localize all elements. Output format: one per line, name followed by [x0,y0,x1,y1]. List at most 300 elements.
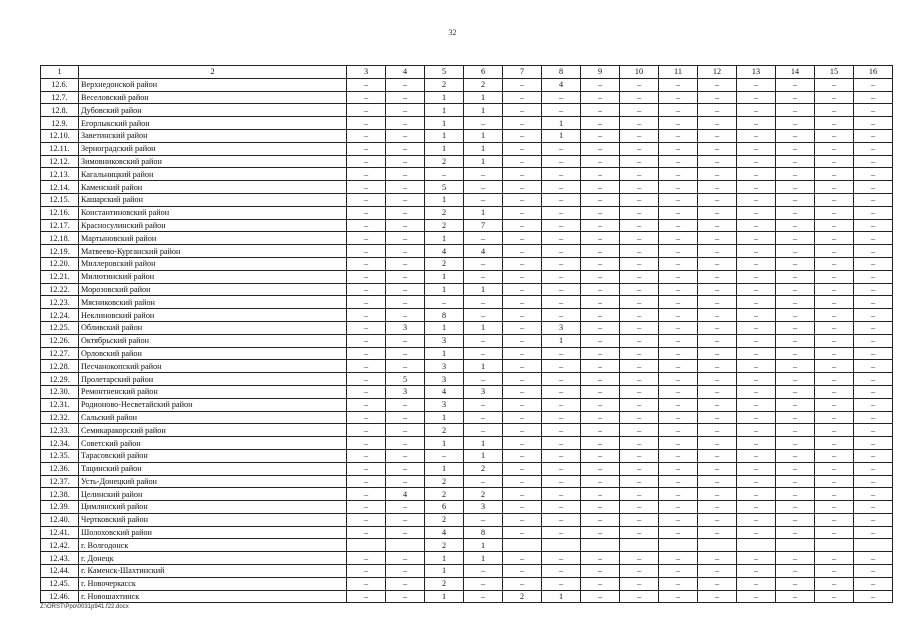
value-cell: – [347,488,386,501]
value-cell: – [581,565,620,578]
value-cell: – [698,437,737,450]
value-cell: – [620,590,659,603]
value-cell: – [737,142,776,155]
value-cell: – [776,78,815,91]
value-cell: – [620,309,659,322]
value-cell: – [659,155,698,168]
column-header: 13 [737,66,776,79]
row-number: 12.32. [41,411,79,424]
value-cell: – [620,424,659,437]
table-row [41,501,893,514]
value-cell: – [659,296,698,309]
table-row [41,168,893,181]
table-row [41,206,893,219]
value-cell: – [737,309,776,322]
value-cell: 1 [425,565,464,578]
value-cell: – [503,398,542,411]
value-cell: – [815,181,854,194]
value-cell: – [776,398,815,411]
value-cell: – [542,155,581,168]
value-cell: – [737,117,776,130]
value-cell: – [815,257,854,270]
table-row [41,193,893,206]
value-cell: – [503,142,542,155]
value-cell: – [698,577,737,590]
value-cell: – [542,526,581,539]
value-cell: – [854,590,893,603]
value-cell: 1 [425,283,464,296]
value-cell: – [503,411,542,424]
value-cell: – [386,142,425,155]
value-cell: – [659,78,698,91]
value-cell: – [659,565,698,578]
value-cell: – [737,283,776,296]
value-cell: – [503,501,542,514]
value-cell: 5 [425,181,464,194]
value-cell: – [815,155,854,168]
column-header: 7 [503,66,542,79]
district-name: г. Донецк [79,552,347,565]
value-cell: – [464,424,503,437]
value-cell: – [659,501,698,514]
value-cell: – [542,206,581,219]
value-cell: – [581,424,620,437]
table-row [41,539,893,552]
value-cell: – [581,462,620,475]
table-row [41,462,893,475]
value-cell: – [503,321,542,334]
value-cell: – [776,526,815,539]
value-cell: – [581,283,620,296]
value-cell: 1 [425,347,464,360]
table-row [41,155,893,168]
district-name: Неклиновский район [79,309,347,322]
value-cell: – [620,193,659,206]
value-cell: – [503,552,542,565]
value-cell: – [737,347,776,360]
row-number: 12.41. [41,526,79,539]
statistics-table [40,65,893,603]
row-number: 12.12. [41,155,79,168]
value-cell: 3 [425,360,464,373]
value-cell: – [386,590,425,603]
value-cell: 2 [425,206,464,219]
district-name: Семикаракорский район [79,424,347,437]
value-cell: – [581,206,620,219]
value-cell: – [776,206,815,219]
value-cell: – [386,219,425,232]
value-cell: – [854,488,893,501]
value-cell: 1 [464,91,503,104]
value-cell: – [581,309,620,322]
value-cell: – [854,449,893,462]
value-cell: – [815,117,854,130]
value-cell: 2 [425,475,464,488]
row-number: 12.35. [41,449,79,462]
value-cell: – [581,552,620,565]
value-cell: – [659,206,698,219]
value-cell: – [854,206,893,219]
table-row [41,181,893,194]
value-cell: – [581,181,620,194]
value-cell: 2 [464,488,503,501]
value-cell: – [776,219,815,232]
value-cell: – [854,78,893,91]
value-cell: – [854,565,893,578]
value-cell: 8 [464,526,503,539]
value-cell: 4 [542,78,581,91]
value-cell: – [620,155,659,168]
value-cell: – [659,462,698,475]
value-cell: – [854,91,893,104]
value-cell: – [386,168,425,181]
table-row [41,257,893,270]
value-cell: – [698,245,737,258]
value-cell: – [386,270,425,283]
value-cell: – [737,334,776,347]
value-cell: – [464,168,503,181]
column-header: 14 [776,66,815,79]
value-cell: 1 [464,449,503,462]
value-cell: – [620,565,659,578]
district-name: Заветинский район [79,129,347,142]
value-cell: – [581,129,620,142]
value-cell: – [815,565,854,578]
table-row [41,526,893,539]
value-cell: – [737,270,776,283]
value-cell: 3 [425,373,464,386]
value-cell: – [425,296,464,309]
row-number: 12.31. [41,398,79,411]
value-cell: – [776,155,815,168]
value-cell: – [503,232,542,245]
value-cell: – [815,462,854,475]
value-cell: – [659,488,698,501]
value-cell: – [659,245,698,258]
value-cell: 1 [464,321,503,334]
table-header-row [41,66,893,79]
value-cell: – [698,206,737,219]
value-cell: 1 [464,283,503,296]
table-row [41,245,893,258]
value-cell: – [815,513,854,526]
value-cell: – [347,437,386,450]
row-number: 12.22. [41,283,79,296]
value-cell: – [386,129,425,142]
value-cell: – [815,552,854,565]
value-cell: – [737,488,776,501]
value-cell: 1 [464,206,503,219]
value-cell: – [347,245,386,258]
value-cell: – [815,334,854,347]
value-cell: – [542,91,581,104]
value-cell: – [581,398,620,411]
file-path-footer: Z:\ORST\Ppo\0031p941.f22.docx [40,604,129,610]
value-cell: – [737,513,776,526]
value-cell: – [776,552,815,565]
value-cell: – [854,168,893,181]
value-cell: – [503,78,542,91]
value-cell: – [854,142,893,155]
value-cell: – [776,104,815,117]
table-row [41,475,893,488]
value-cell: – [347,526,386,539]
value-cell: – [698,117,737,130]
value-cell: – [854,334,893,347]
table-row [41,296,893,309]
value-cell: – [347,424,386,437]
value-cell: – [386,78,425,91]
row-number: 12.10. [41,129,79,142]
row-number: 12.18. [41,232,79,245]
value-cell [659,539,698,552]
table-row [41,488,893,501]
row-number: 12.11. [41,142,79,155]
value-cell: – [347,206,386,219]
value-cell: – [620,257,659,270]
value-cell [386,539,425,552]
value-cell: – [620,411,659,424]
value-cell: – [503,437,542,450]
value-cell: – [542,437,581,450]
value-cell: – [347,577,386,590]
value-cell: – [464,373,503,386]
value-cell: 2 [425,155,464,168]
value-cell: – [854,577,893,590]
value-cell: 1 [425,321,464,334]
district-name: Дубовский район [79,104,347,117]
value-cell: – [854,513,893,526]
value-cell: – [542,501,581,514]
table-row [41,117,893,130]
value-cell: 1 [425,117,464,130]
district-name: Зимовниковский район [79,155,347,168]
value-cell: – [854,347,893,360]
value-cell: – [347,398,386,411]
value-cell [581,539,620,552]
value-cell: – [542,257,581,270]
row-number: 12.7. [41,91,79,104]
table-row [41,309,893,322]
value-cell: – [854,437,893,450]
value-cell: – [503,257,542,270]
value-cell: – [386,513,425,526]
value-cell: – [581,296,620,309]
value-cell: – [659,309,698,322]
value-cell: – [542,232,581,245]
value-cell: – [776,232,815,245]
value-cell: – [542,347,581,360]
value-cell: – [620,385,659,398]
value-cell: – [854,296,893,309]
value-cell: – [659,219,698,232]
value-cell: – [347,385,386,398]
column-header: 1 [41,66,79,79]
value-cell: – [698,424,737,437]
district-name: Константиновский район [79,206,347,219]
value-cell: – [542,168,581,181]
value-cell: – [659,142,698,155]
value-cell: – [542,488,581,501]
value-cell: – [347,219,386,232]
value-cell: – [347,309,386,322]
value-cell: – [464,232,503,245]
value-cell: – [737,424,776,437]
value-cell: – [347,513,386,526]
row-number: 12.25. [41,321,79,334]
value-cell: – [737,411,776,424]
row-number: 12.37. [41,475,79,488]
value-cell: – [698,411,737,424]
value-cell: – [620,488,659,501]
district-name: Матвеево-Курганский район [79,245,347,258]
column-header: 3 [347,66,386,79]
value-cell: 1 [425,232,464,245]
value-cell: – [737,501,776,514]
district-name: Пролетарский район [79,373,347,386]
value-cell: 1 [464,155,503,168]
value-cell: – [737,296,776,309]
value-cell: – [347,373,386,386]
value-cell: – [737,193,776,206]
value-cell: – [698,373,737,386]
column-header: 2 [79,66,347,79]
value-cell: – [737,552,776,565]
value-cell: – [737,321,776,334]
value-cell: – [620,437,659,450]
value-cell: – [698,232,737,245]
value-cell: – [698,142,737,155]
table-row [41,552,893,565]
column-header: 15 [815,66,854,79]
district-name: Зерноградский район [79,142,347,155]
value-cell: – [542,462,581,475]
value-cell: – [386,104,425,117]
value-cell: – [776,373,815,386]
value-cell: – [659,91,698,104]
value-cell: – [854,552,893,565]
value-cell: – [854,232,893,245]
value-cell: – [698,219,737,232]
value-cell: – [464,590,503,603]
value-cell: – [347,334,386,347]
value-cell: – [776,91,815,104]
district-name: Ремонтненский район [79,385,347,398]
value-cell: – [542,373,581,386]
row-number: 12.29. [41,373,79,386]
value-cell: 2 [425,257,464,270]
value-cell: – [815,193,854,206]
table-row [41,360,893,373]
value-cell: – [503,360,542,373]
value-cell: 6 [425,501,464,514]
table-row [41,321,893,334]
value-cell: 1 [464,129,503,142]
value-cell: – [737,526,776,539]
value-cell [503,539,542,552]
row-number: 12.16. [41,206,79,219]
table-row [41,385,893,398]
value-cell: – [776,129,815,142]
row-number: 12.39. [41,501,79,514]
value-cell: 3 [464,385,503,398]
district-name: Кагальницкий район [79,168,347,181]
value-cell: – [698,501,737,514]
value-cell: 1 [464,360,503,373]
value-cell: – [464,117,503,130]
district-name: Обливский район [79,321,347,334]
value-cell: – [698,488,737,501]
value-cell: – [620,283,659,296]
district-name: Сальский район [79,411,347,424]
value-cell: – [737,104,776,117]
value-cell: – [581,91,620,104]
value-cell: – [386,91,425,104]
value-cell: – [776,309,815,322]
value-cell: – [581,475,620,488]
value-cell: – [581,257,620,270]
value-cell: – [698,360,737,373]
value-cell: – [659,257,698,270]
value-cell: – [386,245,425,258]
table-row [41,513,893,526]
value-cell: – [347,360,386,373]
value-cell: – [737,360,776,373]
value-cell: – [503,155,542,168]
value-cell: – [464,347,503,360]
value-cell: – [542,270,581,283]
value-cell: – [776,283,815,296]
value-cell: – [542,309,581,322]
value-cell: – [698,155,737,168]
value-cell: 2 [425,539,464,552]
table-row [41,232,893,245]
value-cell: – [737,462,776,475]
value-cell: – [698,104,737,117]
column-header: 4 [386,66,425,79]
value-cell: – [815,245,854,258]
value-cell: – [620,513,659,526]
value-cell: – [815,283,854,296]
value-cell: – [776,168,815,181]
value-cell: – [503,513,542,526]
value-cell [737,539,776,552]
value-cell: – [386,437,425,450]
value-cell: – [698,283,737,296]
value-cell: – [542,565,581,578]
value-cell: – [815,232,854,245]
value-cell: 1 [425,142,464,155]
value-cell: – [542,219,581,232]
value-cell: – [854,373,893,386]
column-header: 12 [698,66,737,79]
value-cell: – [386,577,425,590]
value-cell: – [347,142,386,155]
value-cell: – [815,385,854,398]
value-cell: – [620,321,659,334]
value-cell: – [503,206,542,219]
value-cell: – [620,219,659,232]
value-cell: – [659,193,698,206]
value-cell: – [737,168,776,181]
value-cell: – [815,309,854,322]
value-cell: 2 [425,219,464,232]
value-cell: – [620,526,659,539]
value-cell: – [581,411,620,424]
value-cell: – [347,296,386,309]
value-cell: – [854,155,893,168]
value-cell: – [659,398,698,411]
